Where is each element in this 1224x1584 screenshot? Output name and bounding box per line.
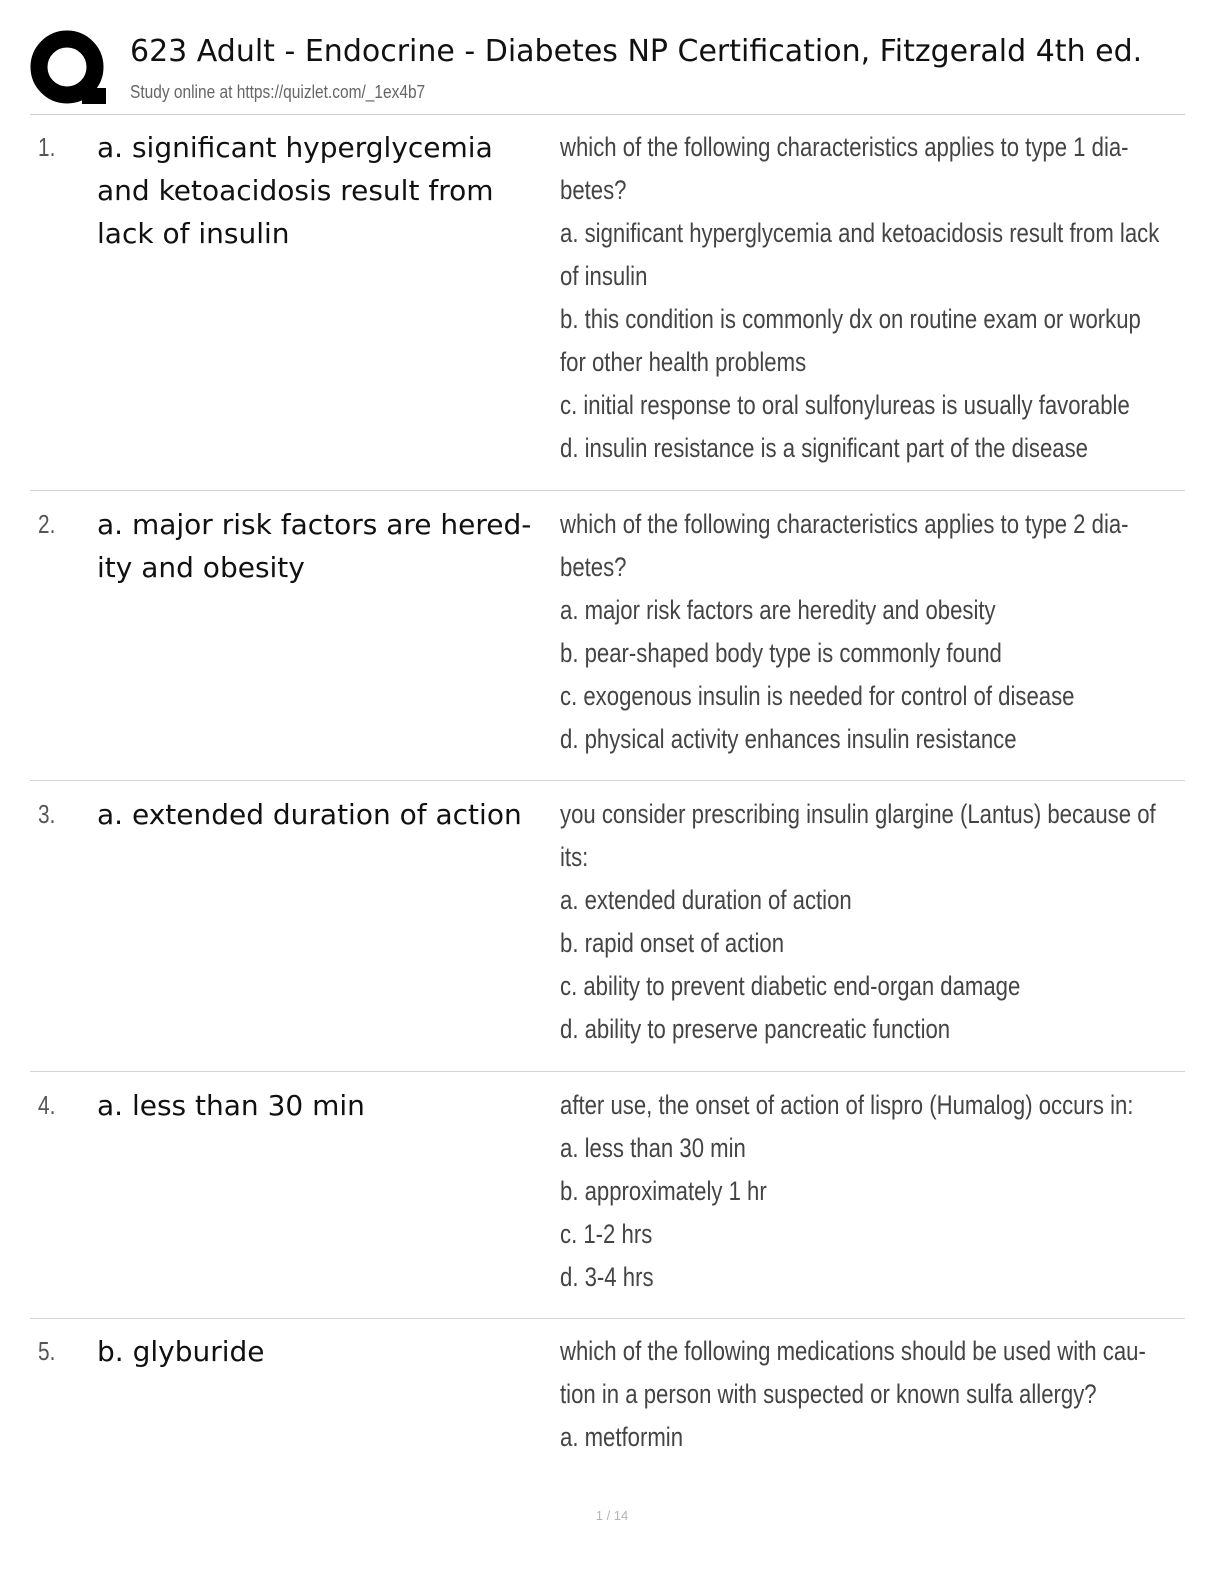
document-title: 623 Adult - Endocrine - Diabetes NP Certification, Fitzgerald 4th ed. [130,34,1143,69]
card-term [97,126,557,255]
card-number: 1. [38,132,56,162]
card-divider [30,490,1185,491]
card-number: 5. [38,1336,56,1366]
card-definition [560,126,1160,470]
term-line: a. major risk factors are hered- [97,508,532,541]
definition-line: tion in a person with suspected or known sulfa allergy? [560,1379,1097,1409]
flashcard-row [30,126,1185,486]
definition-line: d. 3-4 hrs [560,1262,654,1292]
definition-line: a. extended duration of action [560,885,852,915]
definition-line: a. major risk factors are heredity and obesity [560,595,996,625]
card-term [97,793,557,836]
definition-line: b. pear-shaped body type is commonly found [560,638,1002,668]
term-line: a. extended duration of action [97,798,522,831]
definition-line: b. this condition is commonly dx on routine exam or workup [560,304,1141,334]
card-number: 4. [38,1090,56,1120]
term-line: lack of insulin [97,217,290,250]
header-divider [30,114,1185,115]
page-header [30,30,1185,114]
definition-line: b. approximately 1 hr [560,1176,767,1206]
card-term [97,1084,557,1127]
definition-line: a. less than 30 min [560,1133,746,1163]
definition-line: c. 1-2 hrs [560,1219,653,1249]
definition-line: after use, the onset of action of lispro (Humalog) occurs in: [560,1090,1134,1120]
card-definition [560,1084,1150,1299]
flashcard-row [30,1330,1185,1470]
page-number: 1 / 14 [595,1508,629,1523]
definition-line: betes? [560,552,627,582]
term-line: b. glyburide [97,1335,265,1368]
card-definition [560,793,1156,1051]
definition-line: a. significant hyperglycemia and ketoacidosis result from lack [560,218,1160,248]
card-term [97,503,557,589]
definition-line: d. ability to preserve pancreatic function [560,1014,951,1044]
definition-line: d. physical activity enhances insulin resistance [560,724,1017,754]
study-online-line [130,80,425,104]
flashcard-row [30,1084,1185,1312]
definition-line: b. rapid onset of action [560,928,785,958]
card-number: 3. [38,799,56,829]
definition-line: for other health problems [560,347,807,377]
definition-line: a. metformin [560,1422,684,1452]
flashcard-row [30,793,1185,1063]
study-url-link[interactable]: https://quizlet.com/_1ex4b7 [236,82,426,102]
card-divider [30,1071,1185,1072]
term-line: and ketoacidosis result from [97,174,494,207]
definition-line: you consider prescribing insulin glargine (Lantus) because of [560,799,1156,829]
card-divider [30,1318,1185,1319]
definition-line: its: [560,842,589,872]
card-number: 2. [38,509,56,539]
card-divider [30,780,1185,781]
term-line: ity and obesity [97,551,305,584]
definition-line: c. ability to prevent diabetic end-organ damage [560,971,1021,1001]
study-prefix: Study online at [130,82,237,102]
term-line: a. significant hyperglycemia [97,131,493,164]
definition-line: which of the following medications should be used with cau- [560,1336,1146,1366]
definition-line: d. insulin resistance is a significant part of the disease [560,433,1088,463]
definition-line: betes? [560,175,627,205]
quizlet-q-logo-icon [30,30,108,108]
definition-line: c. exogenous insulin is needed for control of disease [560,681,1075,711]
card-definition [560,1330,1150,1459]
definition-line: of insulin [560,261,648,291]
card-definition [560,503,1150,761]
definition-line: which of the following characteristics applies to type 2 dia- [560,509,1129,539]
flashcard-row [30,503,1185,773]
definition-line: which of the following characteristics applies to type 1 dia- [560,132,1129,162]
card-term [97,1330,557,1373]
term-line: a. less than 30 min [97,1089,365,1122]
definition-line: c. initial response to oral sulfonylureas is usually favorable [560,390,1130,420]
